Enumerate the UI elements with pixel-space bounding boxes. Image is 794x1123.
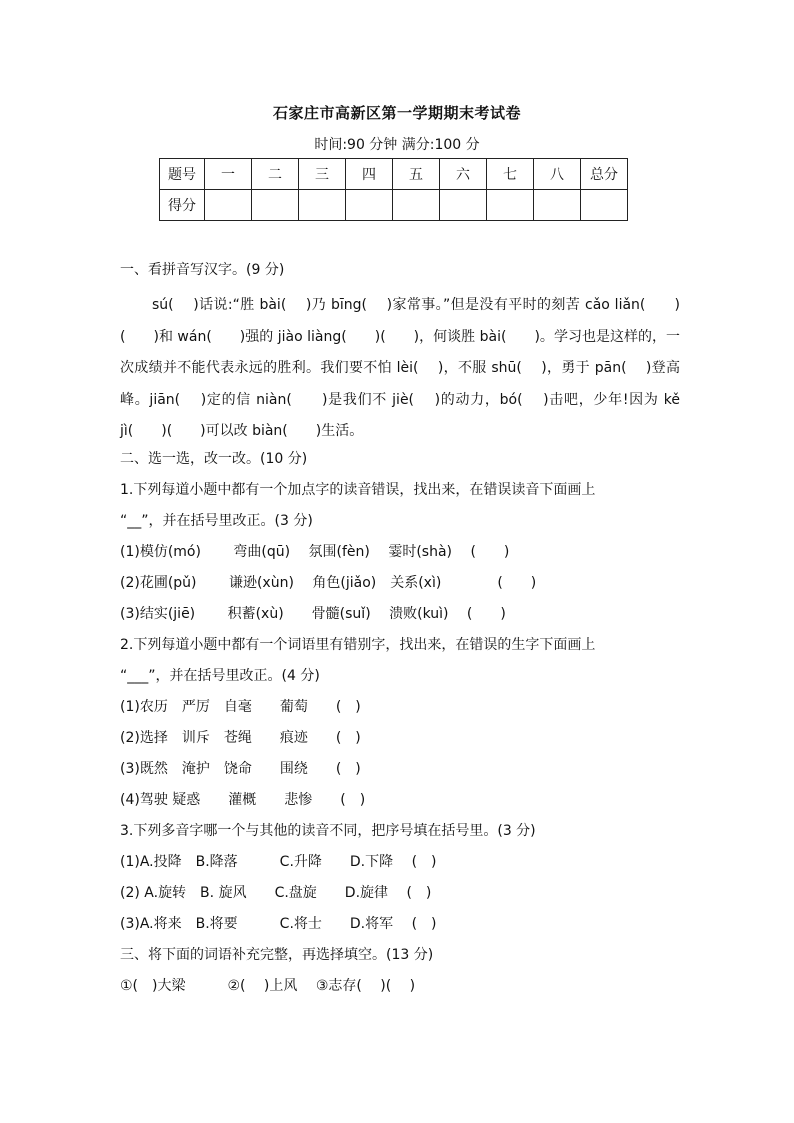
question-1-prompt: 1.下列每道小题中都有一个加点字的读音错误，找出来，在错误读音下面画上 [120,481,596,498]
section-1-heading: 一、看拼音写汉字。(9 分) [120,262,285,278]
question-3-prompt: 3.下列多音字哪一个与其他的读音不同，把序号填在括号里。(3 分) [120,822,536,839]
score-cell: 三 [299,159,346,190]
score-input-cell[interactable] [252,190,299,221]
section-2-heading: 二、选一选，改一改。(10 分) [120,450,308,467]
question-2-prompt: 2.下列每道小题中都有一个词语里有错别字，找出来，在错误的生字下面画上 [120,636,596,653]
section-1-text: sú( )话说:“胜 bài( )乃 bīng( )家常事。”但是没有平时的刻苦 cǎo liǎn( )( )和 wán( )强的 jiào liàng( )( )，何谈胜 bài( )。学习也是这样的，一次成绩并不能代表永远的胜利。我们要不怕 lèi( )，不服 shū( )，勇于 pān( )登高峰。jiān( )定的信 niàn( )是我们不 jiè( )的动力，bó( )击吧，少年!因为 kě jì( )( )可以改 biàn( )生活。 [120,297,680,439]
score-table-score-row [160,190,628,221]
score-table-header-row [160,159,628,190]
score-table [159,158,628,221]
exam-title: 石家庄市高新区第一学期期末考试卷 [272,104,521,122]
score-input-cell[interactable] [205,190,252,221]
exam-time-score: 时间:90 分钟 满分:100 分 [314,137,480,153]
score-input-cell[interactable] [487,190,534,221]
score-cell: 六 [440,159,487,190]
question-2-item: (1)农历 严厉 自毫 葡萄 ( ) [120,698,361,715]
question-2-item: (3)既然 淹护 饶命 围绕 ( ) [120,760,361,777]
question-2-item: (2)选择 训斥 苍绳 痕迹 ( ) [120,729,361,746]
question-3-item: (1)A.投降 B.降落 C.升降 D.下降 ( ) [120,853,437,870]
score-input-cell[interactable] [346,190,393,221]
score-cell: 总分 [581,159,628,190]
score-cell: 七 [487,159,534,190]
section-3-heading: 三、将下面的词语补充完整，再选择填空。(13 分) [120,946,434,963]
question-2-item: (4)驾驶 疑惑 灌概 悲惨 ( ) [120,791,366,808]
question-3-item: (2) A.旋转 B. 旋风 C.盘旋 D.旋律 ( ) [120,884,432,901]
score-cell: 得分 [160,190,205,221]
score-input-cell[interactable] [534,190,581,221]
question-2-prompt-cont: “___”，并在括号里改正。(4 分) [120,667,320,684]
question-3-item: (3)A.将来 B.将要 C.将士 D.将军 ( ) [120,915,437,932]
score-input-cell[interactable] [440,190,487,221]
exam-content [120,259,680,1006]
question-1-item: (3)结实(jiē) 积蓄(xù) 骨髓(suǐ) 溃败(kuì) ( ) [120,605,506,622]
score-cell: 四 [346,159,393,190]
question-1-prompt-cont: “__”，并在括号里改正。(3 分) [120,512,313,529]
section-1-paragraph [120,290,680,448]
score-cell: 一 [205,159,252,190]
score-input-cell[interactable] [299,190,346,221]
score-input-cell[interactable] [393,190,440,221]
score-cell: 八 [534,159,581,190]
score-cell: 五 [393,159,440,190]
score-cell: 题号 [160,159,205,190]
question-1-item: (2)花圃(pǔ) 谦逊(xùn) 角色(jiǎo) 关系(xì) ( ) [120,574,537,591]
section-3-item: ①( )大梁 ②( )上风 ③志存( )( ) [120,977,416,994]
score-cell: 二 [252,159,299,190]
score-input-cell[interactable] [581,190,628,221]
question-1-item: (1)模仿(mó) 弯曲(qū) 氛围(fèn) 霎时(shà) ( ) [120,543,510,560]
